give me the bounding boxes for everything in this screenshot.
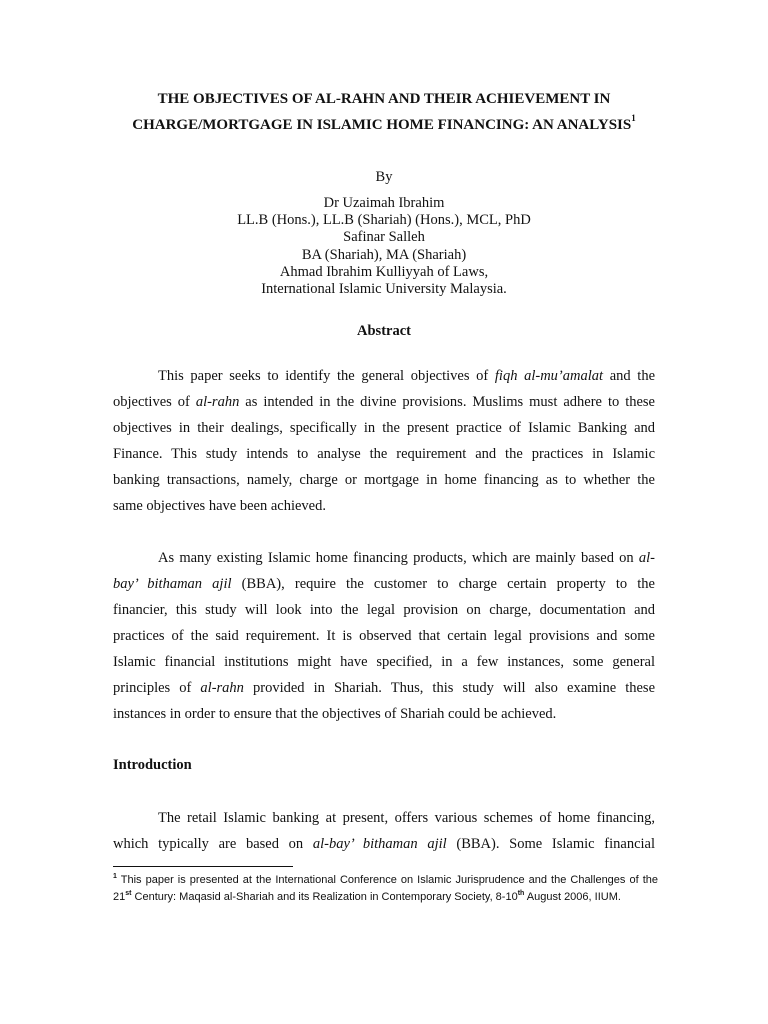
abstract-p1-line-4: Finance. This study intends to analyse the requirement and the practices in Islamic — [113, 446, 655, 462]
abstract-p2-line-2 — [113, 571, 655, 597]
italic-term: al-rahn — [200, 680, 244, 696]
paper-title — [100, 86, 668, 138]
footnote-mark: 1 — [113, 873, 117, 880]
title-line-2 — [100, 112, 668, 138]
footnote-rule — [113, 866, 293, 867]
introduction-heading: Introduction — [113, 757, 192, 773]
author1-qualifications: LL.B (Hons.), LL.B (Shariah) (Hons.), MCL, PhD — [237, 212, 531, 228]
abstract-p1-line-3: objectives in their dealings, specifically in the present practice of Islamic Banking and — [113, 420, 655, 436]
abstract-p1-line-2 — [113, 389, 655, 415]
text-run: principles of — [113, 680, 201, 696]
abstract-p2-line-1 — [113, 545, 655, 571]
text-run: 21 — [113, 891, 126, 903]
abstract-p2-line-4: practices of the said requirement. It is observed that certain legal provisions and some — [113, 628, 655, 644]
italic-term: fiqh al-mu’amalat — [494, 368, 604, 384]
intro-line-1: The retail Islamic banking at present, offers various schemes of home financing, — [158, 810, 655, 826]
byline-by: By — [375, 169, 393, 185]
text-run: Century: Maqasid al-Shariah and its Realization in Contemporary Society, 8-10 — [131, 891, 518, 903]
intro-line-2 — [113, 831, 655, 857]
text-run: provided in Shariah. Thus, this study will also examine these — [243, 680, 655, 696]
abstract-p2-line-5: Islamic financial institutions might have specified, in a few instances, some general — [113, 654, 655, 670]
title-line-2-text: CHARGE/MORTGAGE IN ISLAMIC HOME FINANCING: AN ANALYSIS — [132, 117, 632, 133]
author2-name: Safinar Salleh — [343, 229, 425, 245]
italic-term: al-rahn — [195, 394, 240, 410]
text-run: which typically are based on — [113, 836, 313, 852]
footnote-line-1 — [113, 872, 658, 889]
author2-qualifications: BA (Shariah), MA (Shariah) — [301, 247, 467, 263]
abstract-p2-line-3: financier, this study will look into the legal provision on charge, documentation and — [113, 602, 655, 618]
text-run: as intended in the divine provisions. Muslims must adhere to these — [239, 394, 655, 410]
abstract-p1-line-6: same objectives have been achieved. — [113, 498, 326, 514]
text-run: August 2006, IIUM. — [524, 891, 621, 903]
abstract-paragraph-1 — [113, 363, 655, 519]
footnote — [113, 872, 658, 906]
text-run: (BBA), require the customer to charge certain property to the — [231, 576, 655, 592]
text-run: This paper seeks to identify the general objectives of — [158, 368, 495, 384]
author1-name: Dr Uzaimah Ibrahim — [323, 195, 445, 211]
abstract-p2-line-6 — [113, 675, 655, 701]
introduction-paragraph — [113, 805, 655, 857]
text-run: objectives of — [113, 394, 196, 410]
abstract-p2-line-7: instances in order to ensure that the objectives of Shariah could be achieved. — [113, 706, 557, 722]
text-run: This paper is presented at the International Conference on Islamic Jurisprudence and the Challenges of the — [116, 874, 658, 886]
abstract-paragraph-2 — [113, 545, 655, 727]
title-footnote-mark: 1 — [631, 113, 636, 123]
text-run: As many existing Islamic home financing products, which are mainly based on — [158, 550, 639, 566]
text-run: (BBA). Some Islamic financial — [446, 836, 655, 852]
affiliation-line-2: International Islamic University Malaysia. — [261, 281, 507, 297]
abstract-p1-line-1 — [113, 363, 655, 389]
affiliation-line-1: Ahmad Ibrahim Kulliyyah of Laws, — [279, 264, 489, 280]
abstract-p1-line-5: banking transactions, namely, charge or mortgage in home financing as to whether the — [113, 472, 655, 488]
ordinal-suffix: st — [125, 890, 132, 897]
footnote-line-2 — [113, 889, 658, 906]
ordinal-suffix: th — [517, 890, 525, 897]
abstract-heading: Abstract — [357, 323, 411, 339]
title-line-1: THE OBJECTIVES OF AL-RAHN AND THEIR ACHIEVEMENT IN — [157, 91, 611, 107]
italic-term: bay’ bithaman ajil — [113, 576, 232, 592]
text-run: and the — [603, 368, 655, 384]
italic-term: al- — [638, 550, 655, 566]
italic-term: al-bay’ bithaman ajil — [312, 836, 447, 852]
